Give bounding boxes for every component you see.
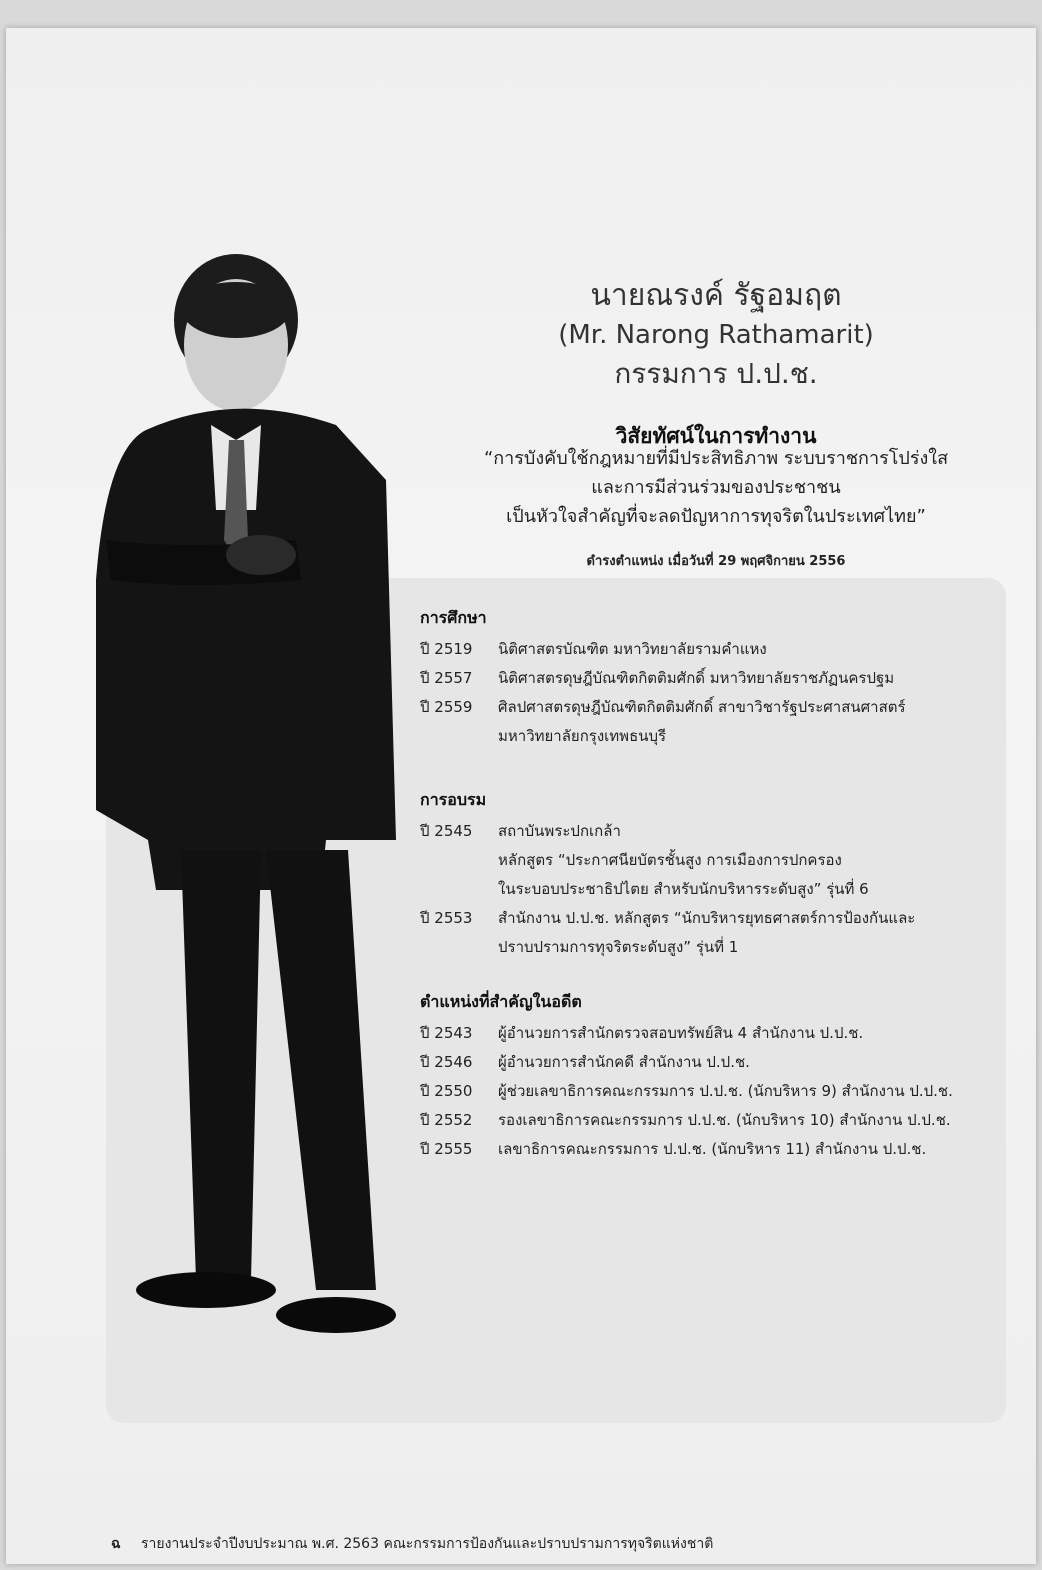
profile-header [456,276,976,394]
item-year: ปี 2553 [420,909,473,927]
list-item [420,904,1020,933]
document-page [6,28,1036,1564]
list-item [420,1106,1020,1135]
item-continuation: ในระบอบประชาธิปไตย สำหรับนักบริหารระดับสูง” รุ่นที่ 6 [498,880,869,898]
page-footer [111,1533,713,1555]
item-text: ผู้อำนวยการสำนักคดี สำนักงาน ป.ป.ช. [498,1053,750,1071]
page-number: ฉ [111,1536,121,1552]
positions-section [420,990,1020,1164]
item-text: สำนักงาน ป.ป.ช. หลักสูตร “นักบริหารยุทธศาสตร์การป้องกันและ [498,909,916,927]
list-item [420,1048,1020,1077]
list-item [420,635,1020,664]
list-item [420,1135,1020,1164]
role-title: กรรมการ ป.ป.ช. [614,357,818,390]
education-heading: การศึกษา [420,608,487,627]
footer-text: รายงานประจำปีงบประมาณ พ.ศ. 2563 คณะกรรมการป้องกันและปราบปรามการทุจริตแห่งชาติ [141,1536,714,1552]
item-text: นิติศาสตรบัณฑิต มหาวิทยาลัยรามคำแหง [498,640,767,658]
item-text: รองเลขาธิการคณะกรรมการ ป.ป.ช. (นักบริหาร 10) สำนักงาน ป.ป.ช. [498,1111,951,1129]
vision-quote [436,444,996,531]
item-text: สถาบันพระปกเกล้า [498,822,621,840]
list-item [420,664,1020,693]
vision-heading: วิสัยทัศน์ในการทำงาน [615,424,817,448]
training-section [420,788,1020,962]
item-continuation: มหาวิทยาลัยกรุงเทพธนบุรี [498,727,667,745]
list-item [420,693,1020,722]
item-continuation: ปราบปรามการทุจริตระดับสูง” รุ่นที่ 1 [498,938,739,956]
name-english: (Mr. Narong Rathamarit) [558,320,874,350]
item-text: ผู้ช่วยเลขาธิการคณะกรรมการ ป.ป.ช. (นักบริหาร 9) สำนักงาน ป.ป.ช. [498,1082,953,1100]
item-year: ปี 2519 [420,640,473,658]
item-text: ผู้อำนวยการสำนักตรวจสอบทรัพย์สิน 4 สำนักงาน ป.ป.ช. [498,1024,864,1042]
item-year: ปี 2559 [420,698,473,716]
vision-line: เป็นหัวใจสำคัญที่จะลดปัญหาการทุจริตในประเทศไทย” [506,506,926,527]
item-text: เลขาธิการคณะกรรมการ ป.ป.ช. (นักบริหาร 11) สำนักงาน ป.ป.ช. [498,1140,927,1158]
vision-line: และการมีส่วนร่วมของประชาชน [591,477,841,498]
portrait-photo [86,250,406,1340]
item-year: ปี 2552 [420,1111,473,1129]
item-year: ปี 2543 [420,1024,473,1042]
item-year: ปี 2545 [420,822,473,840]
training-heading: การอบรม [420,790,487,809]
item-year: ปี 2557 [420,669,473,687]
education-section [420,606,1020,751]
list-item [420,1019,1020,1048]
item-year: ปี 2555 [420,1140,473,1158]
name-thai: นายณรงค์ รัฐอมฤต [590,278,842,313]
list-item [420,817,1020,846]
tenure-date: ดำรงตำแหน่ง เมื่อวันที่ 29 พฤศจิกายน 2556 [586,554,846,569]
vision-line: “การบังคับใช้กฎหมายที่มีประสิทธิภาพ ระบบราชการโปร่งใส [483,448,949,469]
item-text: นิติศาสตรดุษฎีบัณฑิตกิตติมศักดิ์ มหาวิทยาลัยราชภัฏนครปฐม [498,669,895,687]
item-year: ปี 2550 [420,1082,473,1100]
list-item [420,1077,1020,1106]
positions-heading: ตำแหน่งที่สำคัญในอดีต [420,992,582,1011]
item-year: ปี 2546 [420,1053,473,1071]
item-continuation: หลักสูตร “ประกาศนียบัตรชั้นสูง การเมืองการปกครอง [498,851,842,869]
item-text: ศิลปศาสตรดุษฎีบัณฑิตกิตติมศักดิ์ สาขาวิชารัฐประศาสนศาสตร์ [498,698,906,716]
